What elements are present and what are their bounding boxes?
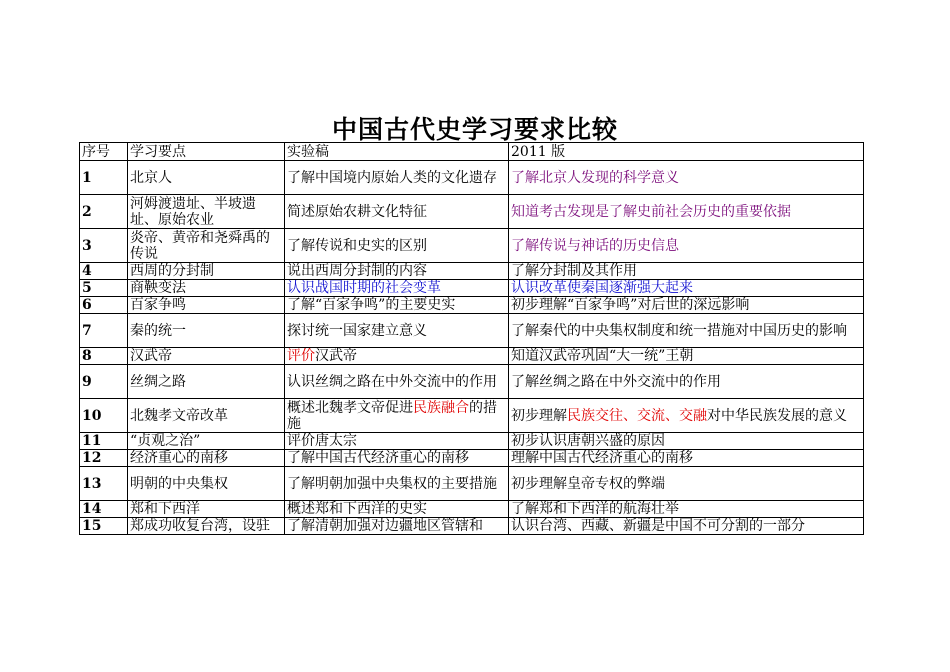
cell-text-segment: 对中华民族发展的意义 [707,407,847,424]
experimental-cell [285,161,509,195]
cell-text-segment: 了解中国境内原始人类的文化遗存 [287,169,497,186]
version-2011-cell [509,229,864,263]
topic-cell: 北魏孝文帝改革 [128,399,285,433]
header-cell-number: 序号 [80,143,128,161]
topic-cell: 北京人 [128,161,285,195]
experimental-cell [285,399,509,433]
header-cell-2011: 2011 版 [509,143,864,161]
version-2011-cell [509,518,864,535]
cell-text-segment: 简述原始农耕文化特征 [287,203,427,220]
experimental-cell [285,450,509,467]
experimental-cell [285,280,509,297]
table-row [80,195,864,229]
topic-cell: 经济重心的南移 [128,450,285,467]
version-2011-cell [509,161,864,195]
version-2011-cell [509,399,864,433]
table-row [80,467,864,501]
table-row [80,348,864,365]
cell-text-segment: 民族融合 [413,399,469,416]
cell-text-segment: 民族交往、交流、交融 [567,407,707,424]
cell-text-segment: 了解丝绸之路在中外交流中的作用 [511,373,721,390]
experimental-cell [285,263,509,280]
row-number-cell: 14 [80,501,128,518]
table-row [80,450,864,467]
version-2011-cell [509,433,864,450]
cell-text-segment: 了解北京人发现的科学意义 [511,169,679,186]
row-number-cell: 2 [80,195,128,229]
table-row [80,297,864,314]
row-number-cell: 4 [80,263,128,280]
topic-cell: 商鞅变法 [128,280,285,297]
topic-cell: 百家争鸣 [128,297,285,314]
topic-cell: 西周的分封制 [128,263,285,280]
version-2011-cell [509,501,864,518]
row-number-cell: 13 [80,467,128,501]
topic-cell: 秦的统一 [128,314,285,348]
cell-text-segment: 了解秦代的中央集权制度和统一措施对中国历史的影响 [511,322,847,339]
cell-text-segment: 认识丝绸之路在中外交流中的作用 [287,373,497,390]
experimental-cell [285,229,509,263]
version-2011-cell [509,450,864,467]
table-row [80,161,864,195]
row-number-cell: 1 [80,161,128,195]
cell-text-segment: 了解中国古代经济重心的南移 [287,450,469,466]
topic-cell: 郑和下西洋 [128,501,285,518]
row-number-cell: 10 [80,399,128,433]
cell-text-segment: 初步理解“百家争鸣”对后世的深远影响 [511,297,750,313]
topic-cell: 明朝的中央集权 [128,467,285,501]
version-2011-cell [509,348,864,365]
cell-text-segment: 知道考古发现是了解史前社会历史的重要依据 [511,203,791,220]
cell-text-segment: 初步理解皇帝专权的弊端 [511,475,665,492]
version-2011-cell [509,195,864,229]
cell-text-segment: 认识改革使秦国逐渐强大起来 [511,280,693,296]
row-number-cell: 9 [80,365,128,399]
cell-text-segment: 了解传说和史实的区别 [287,237,427,254]
row-number-cell: 8 [80,348,128,365]
table-row [80,365,864,399]
table-header-row [80,143,864,161]
cell-text-segment: 概述郑和下西洋的史实 [287,501,427,517]
topic-cell: “贞观之治” [128,433,285,450]
topic-cell: 丝绸之路 [128,365,285,399]
cell-text-segment: 理解中国古代经济重心的南移 [511,450,693,466]
row-number-cell: 11 [80,433,128,450]
table-row [80,314,864,348]
experimental-cell [285,195,509,229]
table-row [80,433,864,450]
version-2011-cell [509,314,864,348]
row-number-cell: 12 [80,450,128,467]
experimental-cell [285,348,509,365]
cell-text-segment: 初步认识唐朝兴盛的原因 [511,433,665,449]
cell-text-segment: 的措施 [287,399,497,432]
cell-text-segment: 了解传说与神话的历史信息 [511,237,679,254]
cell-text-segment: 探讨统一国家建立意义 [287,322,427,339]
cell-text-segment: 概述北魏孝文帝促进 [287,399,413,416]
table-body [80,143,864,535]
topic-cell: 河姆渡遗址、半坡遗址、原始农业 [128,195,285,229]
cell-text-segment: 说出西周分封制的内容 [287,263,427,279]
version-2011-cell [509,280,864,297]
cell-text-segment: 了解明朝加强中央集权的主要措施 [287,475,497,492]
row-number-cell: 3 [80,229,128,263]
cell-text-segment: 了解郑和下西洋的航海壮举 [511,501,679,517]
topic-cell: 汉武帝 [128,348,285,365]
table-row [80,263,864,280]
topic-cell: 炎帝、黄帝和尧舜禹的传说 [128,229,285,263]
experimental-cell [285,433,509,450]
header-cell-topic: 学习要点 [128,143,285,161]
row-number-cell: 15 [80,518,128,535]
cell-text-segment: 初步理解 [511,407,567,424]
comparison-table [79,142,864,535]
table-row [80,229,864,263]
version-2011-cell [509,297,864,314]
table-row [80,280,864,297]
experimental-cell [285,297,509,314]
cell-text-segment: 评价唐太宗 [287,433,357,449]
experimental-cell [285,467,509,501]
version-2011-cell [509,263,864,280]
experimental-cell [285,365,509,399]
cell-text-segment: 了解清朝加强对边疆地区管辖和 [287,518,483,534]
cell-text-segment: 评价 [287,348,315,364]
cell-text-segment: 了解分封制及其作用 [511,263,637,279]
table-row [80,518,864,535]
document-title: 中国古代史学习要求比较 [331,115,618,144]
experimental-cell [285,501,509,518]
experimental-cell [285,314,509,348]
table-row [80,399,864,433]
version-2011-cell [509,467,864,501]
topic-cell: 郑成功收复台湾，设驻 [128,518,285,535]
table-row [80,501,864,518]
cell-text-segment: 认识台湾、西藏、新疆是中国不可分割的一部分 [511,518,805,534]
row-number-cell: 7 [80,314,128,348]
cell-text-segment: 汉武帝 [315,348,357,364]
cell-text-segment: 了解“百家争鸣”的主要史实 [287,297,456,313]
version-2011-cell [509,365,864,399]
experimental-cell [285,518,509,535]
cell-text-segment: 认识战国时期的社会变革 [287,280,441,296]
header-cell-experimental: 实验稿 [285,143,509,161]
row-number-cell: 5 [80,280,128,297]
cell-text-segment: 知道汉武帝巩固“大一统”王朝 [511,348,694,364]
row-number-cell: 6 [80,297,128,314]
